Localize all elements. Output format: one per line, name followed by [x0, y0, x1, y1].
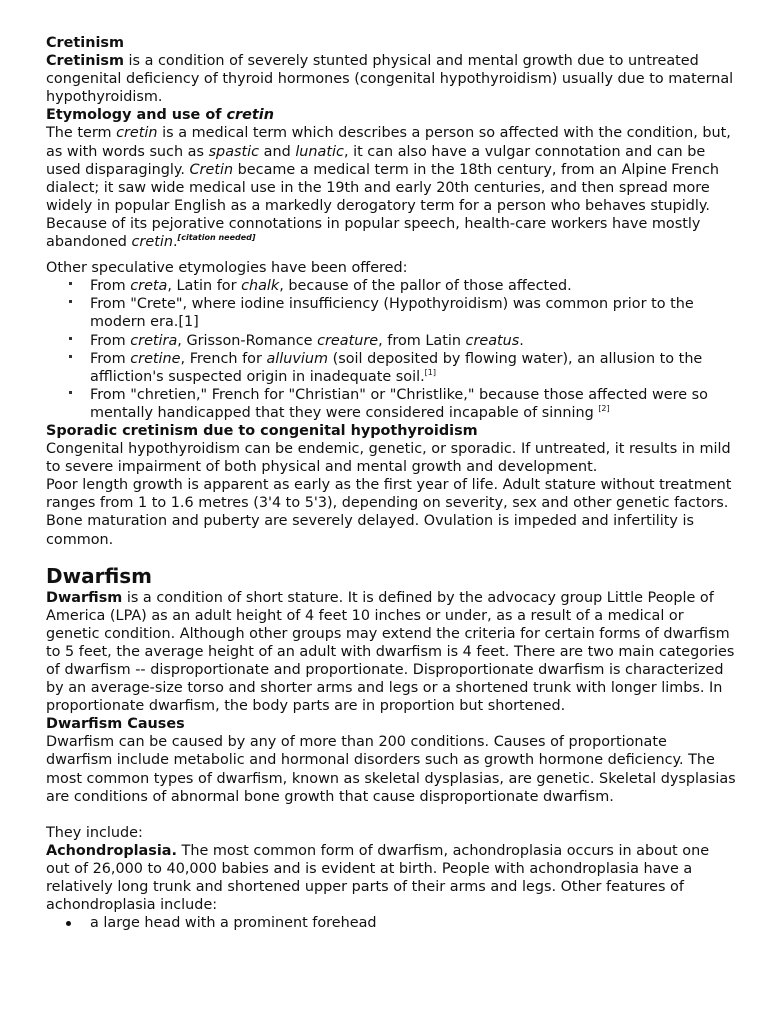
dwarfism-term: Dwarfism: [46, 589, 123, 606]
list-item: [90, 295, 736, 331]
ety-italic: lunatic: [295, 143, 344, 160]
dwarfism-heading: Dwarfism: [46, 563, 153, 588]
other-etymologies-intro: Other speculative etymologies have been offered:: [46, 260, 408, 277]
reference-link[interactable]: [2]: [598, 403, 610, 413]
achondroplasia-paragraph: [46, 842, 736, 914]
item-text: , Latin for: [167, 278, 242, 295]
paragraph-spacer: [46, 806, 736, 824]
list-item: [90, 332, 736, 350]
reference-link[interactable]: [1]: [424, 367, 436, 377]
item-text: , French for: [180, 350, 267, 367]
item-italic: creta: [130, 278, 168, 295]
item-italic: cretira: [130, 332, 178, 349]
item-text: From "Crete", where iodine insufficiency (Hypothyroidism) was common prior to the modern era.[1]: [90, 296, 694, 331]
item-text: , from Latin: [378, 332, 466, 349]
item-italic: cretine: [130, 350, 181, 367]
ety-italic: spastic: [208, 143, 260, 160]
item-italic: creatus: [465, 332, 520, 349]
dwarfism-intro: [46, 589, 736, 716]
item-text: , because of the pallor of those affected.: [279, 278, 572, 295]
ety-text: .: [172, 234, 178, 251]
etymology-list: [46, 277, 736, 422]
dwarfism-causes-heading: Dwarfism Causes: [46, 716, 185, 733]
item-italic: creature: [317, 332, 379, 349]
ety-italic: cretin: [131, 234, 173, 251]
item-text: From: [90, 332, 131, 349]
ety-italic: cretin: [116, 125, 158, 142]
item-italic: chalk: [241, 278, 280, 295]
sporadic-paragraph-2: Poor length growth is apparent as early as the first year of life. Adult stature without treatment ranges from 1 to 1.6 metres (3'4 to 5'3), depending on severity, sex and other genetic factors. Bone maturation and puberty are severely delayed. Ovulation is impeded and infertility is common.: [46, 477, 732, 548]
etymology-paragraph: [46, 124, 736, 251]
ety-text: The term: [46, 125, 117, 142]
list-item: [90, 386, 736, 422]
ety-text: and: [259, 143, 296, 160]
document-page: [46, 34, 736, 932]
dwarfism-causes-paragraph: Dwarfism can be caused by any of more than 200 conditions. Causes of proportionate dwarfism include metabolic and hormonal disorders such as growth hormone deficiency. The most common types of dwarfism, known as skeletal dysplasias, are genetic. Skeletal dysplasias are conditions of abnormal bone growth that cause disproportionate dwarfism.: [46, 734, 736, 805]
item-text: .: [519, 332, 524, 349]
etymology-heading-text: Etymology and use of: [46, 107, 227, 124]
cretinism-intro-text: is a condition of severely stunted physical and mental growth due to untreated congenital deficiency of thyroid hormones (congenital hypothyroidism) usually due to maternal hypothyroidism.: [46, 53, 734, 106]
cretinism-intro: [46, 52, 736, 106]
etymology-heading: [46, 106, 736, 124]
sporadic-paragraph-1: Congenital hypothyroidism can be endemic, genetic, or sporadic. If untreated, it results in mild to severe impairment of both physical and mental growth and development.: [46, 441, 731, 476]
ety-text: became a medical term in the 18th century, from an Alpine French dialect; it saw wide medical use in the 19th and early 20th centuries, and then spread more widely in popular English as a markedly derogatory term for a person who behaves stupidly. Because of its pejorative connotations in popular speech, health-care workers have mostly abandoned: [46, 161, 719, 251]
item-text: (soil deposited by flowing water), an allusion to the affliction's suspected origin in inadequate soil.: [90, 350, 703, 385]
achondroplasia-text: The most common form of dwarfism, achondroplasia occurs in about one out of 26,000 to 40,000 babies and is evident at birth. People with achondroplasia have a relatively long trunk and shortened upper parts of their arms and legs. Other features of achondroplasia include:: [46, 842, 710, 914]
they-include: They include:: [46, 824, 143, 841]
cretinism-heading: Cretinism: [46, 35, 124, 51]
achondroplasia-term: Achondroplasia.: [46, 842, 177, 859]
item-text: From: [90, 350, 131, 367]
ety-text: , it can also have a vulgar connotation and can be used disparagingly.: [46, 143, 706, 178]
ety-italic: Cretin: [189, 161, 234, 178]
item-text: From "chretien," French for "Christian" or "Christlike," because those affected were so mentally handicapped that they were considered incapable of sinning: [90, 386, 708, 421]
citation-needed-link[interactable]: [citation needed]: [177, 233, 256, 243]
item-text: From: [90, 278, 131, 295]
list-item: [90, 350, 736, 386]
item-text: , Grisson-Romance: [177, 332, 318, 349]
sporadic-heading: Sporadic cretinism due to congenital hypothyroidism: [46, 422, 478, 439]
ety-text: is a medical term which describes a person so affected with the condition, but, as with words such as: [46, 125, 731, 160]
dwarfism-intro-text: is a condition of short stature. It is defined by the advocacy group Little People of America (LPA) as an adult height of 4 feet 10 inches or under, as a result of a medical or genetic condition. Although other groups may extend the criteria for certain forms of dwarfism to 5 feet, the average height of an adult with dwarfism is 4 feet. There are two main categories of dwarfism -- disproportionate and proportionate. Disproportionate dwarfism is characterized by an average-size torso and shorter arms and legs or a shortened trunk with longer limbs. In proportionate dwarfism, the body parts are in proportion but shortened.: [46, 589, 735, 715]
cretinism-term: Cretinism: [46, 53, 124, 70]
etymology-heading-italic: cretin: [226, 107, 274, 124]
achondroplasia-features-list: [46, 914, 736, 932]
list-item: a large head with a prominent forehead: [90, 914, 736, 932]
list-item: [90, 277, 736, 295]
item-italic: alluvium: [266, 350, 329, 367]
